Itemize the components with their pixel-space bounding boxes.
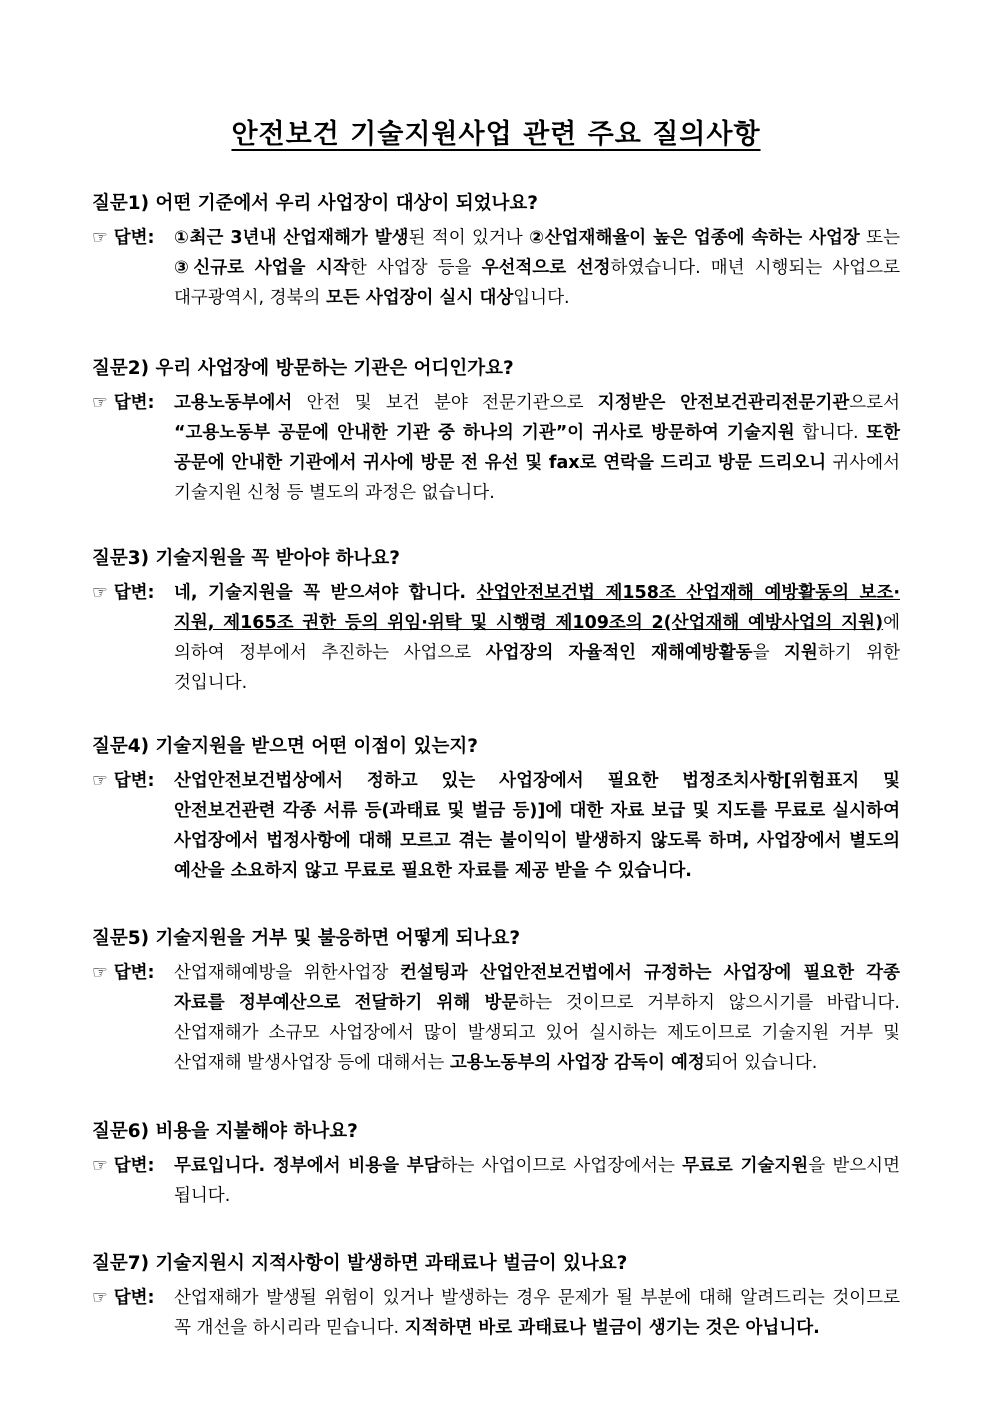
- answer-segment: 하기 위한 것입니다.: [174, 643, 901, 693]
- answer-segment: 고용노동부의 사업장 감독이 예정: [449, 1053, 705, 1073]
- answer-segment: 모든 사업장이 실시 대상: [325, 288, 514, 308]
- answer-segment: 또는: [859, 228, 900, 248]
- answer-label: [92, 958, 174, 1078]
- question-text: 질문7) 기술지원시 지적사항이 발생하면 과태료나 벌금이 있나요?: [92, 1253, 628, 1274]
- answer-label: [92, 1283, 174, 1343]
- question-text: 질문5) 기술지원을 거부 및 불응하면 어떻게 되나요?: [92, 928, 521, 949]
- answer-segment: 된 적이 있거나: [408, 228, 530, 248]
- pointing-hand-icon: ☞: [92, 1156, 108, 1176]
- qa-list: [92, 191, 900, 1343]
- document-title-text: 안전보건 기술지원사업 관련 주요 질의사항: [231, 119, 761, 150]
- answer-label: [92, 1151, 174, 1211]
- answer-segment: 하는 것이므로 거부하지 않으시기를 바랍니다. 산업재해가 소규모 사업장에서 많이 발생되고 있어 실시하는 제도이므로 기술지원 거부 및 산업재해 발생사업장 등에 대해서는: [174, 993, 900, 1073]
- answer-text: [174, 1283, 900, 1343]
- qa-block: [92, 191, 900, 313]
- answer-segment: 고용노동부에서: [174, 393, 293, 413]
- answer-label: [92, 766, 174, 886]
- answer-segment: 또한 공문에 안내한 기관에서 귀사에 방문 전 유선 및 fax로 연락을 드리고 방문 드리오니: [174, 423, 901, 473]
- document-title: [92, 112, 900, 151]
- qa-block: [92, 926, 900, 1078]
- answer-segment: 무료입니다. 정부에서 비용을 부담: [174, 1156, 441, 1176]
- answer: [92, 766, 900, 886]
- answer-segment: ②산업재해율이 높은 업종에 속하는 사업장: [529, 228, 860, 248]
- answer-segment: 지적하면 바로 과태료나 벌금이 생기는 것은 아닙니다.: [404, 1318, 820, 1338]
- answer-segment: 지정받은 안전보건관리전문기관: [597, 393, 850, 413]
- question-text: 질문1) 어떤 기준에서 우리 사업장이 대상이 되었나요?: [92, 193, 538, 214]
- answer-text: [174, 388, 900, 508]
- answer-label-text: 답변:: [113, 228, 155, 248]
- answer-segment: ③신규로 사업을 시작: [174, 258, 350, 278]
- answer-segment: 안전 및 보건 분야 전문기관으로: [292, 393, 598, 413]
- answer-segment: 합니다.: [794, 423, 867, 443]
- answer-label-text: 답변:: [113, 771, 155, 791]
- answer-segment: 입니다.: [513, 288, 570, 308]
- qa-block: [92, 1119, 900, 1211]
- answer-text: [174, 1151, 900, 1211]
- answer: [92, 578, 900, 698]
- question-text: 질문3) 기술지원을 꼭 받아야 하나요?: [92, 548, 401, 569]
- answer-label-text: 답변:: [113, 1156, 155, 1176]
- pointing-hand-icon: ☞: [92, 228, 108, 248]
- pointing-hand-icon: ☞: [92, 963, 108, 983]
- qa-block: [92, 356, 900, 508]
- qa-block: [92, 546, 900, 698]
- pointing-hand-icon: ☞: [92, 1288, 108, 1308]
- answer-segment: 으로서: [849, 393, 900, 413]
- answer-segment: 네, 기술지원을 꼭 받으셔야 합니다.: [174, 583, 477, 603]
- question-text: 질문6) 비용을 지불해야 하나요?: [92, 1121, 358, 1142]
- answer-segment: 무료로 기술지원: [682, 1156, 809, 1176]
- answer-segment: 하였습니다. 매년 시행되는 사업으로 대구광역시, 경북의: [174, 258, 900, 308]
- qa-block: [92, 1251, 900, 1343]
- pointing-hand-icon: ☞: [92, 771, 108, 791]
- answer-segment: 컨설팅과 산업안전보건법에서 규정하는 사업장에 필요한 각종 자료를 정부예산으로 전달하기 위해 방문: [174, 963, 900, 1013]
- answer: [92, 388, 900, 508]
- answer-text: [174, 223, 900, 313]
- pointing-hand-icon: ☞: [92, 393, 108, 413]
- answer-segment: 산업안전보건법상에서 정하고 있는 사업장에서 필요한 법정조치사항[위험표지 및 안전보건관련 각종 서류 등(과태료 및 벌금 등)]에 대한 자료 보급 및 지도를 무료로 실시하여 사업장에서 법정사항에 대해 모르고 겪는 불이익이 발생하지 않도록 하며, 사업장에서 별도의 예산을 소요하지 않고 무료로 필요한 자료를 제공 받을 수 있습니다.: [174, 771, 900, 881]
- answer-label-text: 답변:: [113, 1288, 155, 1308]
- answer-segment: 한 사업장 등을: [349, 258, 482, 278]
- answer-segment: 지원: [784, 643, 818, 663]
- answer-segment: 을 받으시면 됩니다.: [174, 1156, 900, 1206]
- answer-label: [92, 578, 174, 698]
- answer-label-text: 답변:: [113, 393, 155, 413]
- answer-segment: 산업재해가 발생될 위험이 있거나 발생하는 경우 문제가 될 부분에 대해 알려드리는 것이므로 꼭 개선을 하시리라 믿습니다.: [174, 1288, 900, 1338]
- answer-segment: 사업장의 자율적인 재해예방활동: [485, 643, 753, 663]
- answer-label-text: 답변:: [113, 963, 155, 983]
- pointing-hand-icon: ☞: [92, 583, 108, 603]
- qa-block: [92, 734, 900, 886]
- answer-text: [174, 766, 900, 886]
- answer-label: [92, 223, 174, 313]
- answer-segment: 귀사에서 기술지원 신청 등 별도의 과정은 없습니다.: [174, 453, 901, 503]
- answer: [92, 1151, 900, 1211]
- answer-segment: ①최근 3년내 산업재해가 발생: [174, 228, 409, 248]
- answer-segment: 우선적으로 선정: [481, 258, 611, 278]
- answer-segment: 에 의하여 정부에서 추진하는 사업으로: [174, 613, 900, 663]
- answer-segment: 을: [752, 643, 785, 663]
- question-text: 질문2) 우리 사업장에 방문하는 기관은 어디인가요?: [92, 358, 514, 379]
- answer: [92, 1283, 900, 1343]
- answer: [92, 223, 900, 313]
- answer-segment: “고용노동부 공문에 안내한 기관 중 하나의 기관”이 귀사로 방문하여 기술지원: [174, 423, 795, 443]
- answer-segment: 되어 있습니다.: [704, 1053, 818, 1073]
- answer: [92, 958, 900, 1078]
- answer-text: [174, 958, 900, 1078]
- answer-text: [174, 578, 900, 698]
- question-text: 질문4) 기술지원을 받으면 어떤 이점이 있는지?: [92, 736, 478, 757]
- answer-segment: 하는 사업이므로 사업장에서는: [440, 1156, 683, 1176]
- answer-segment: 산업재해예방을 위한사업장: [174, 963, 400, 983]
- answer-segment: 산업안전보건법 제158조 산업재해 예방활동의 보조·지원, 제165조 권한 등의 위임·위탁 및 시행령 제109조의 2(산업재해 예방사업의 지원): [174, 583, 900, 633]
- answer-label: [92, 388, 174, 508]
- answer-label-text: 답변:: [113, 583, 155, 603]
